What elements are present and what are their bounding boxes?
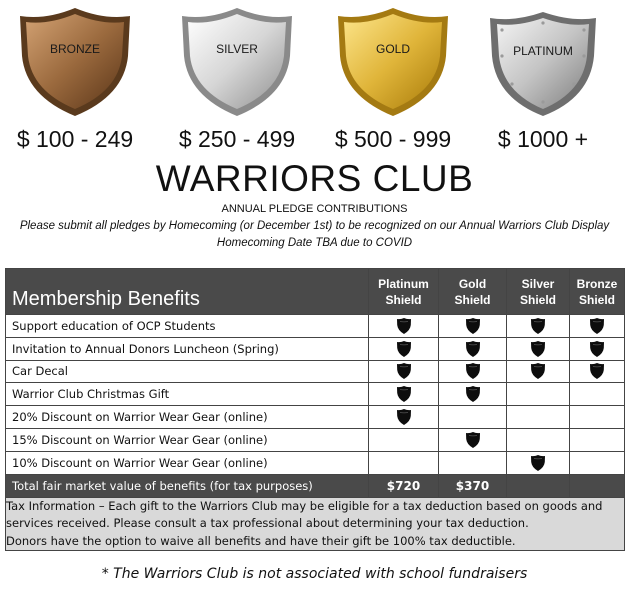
tier-range: $ 500 - 999 xyxy=(334,126,452,152)
tier-shields xyxy=(0,0,629,160)
shield-check-icon xyxy=(589,340,605,358)
benefit-cell-gold xyxy=(439,406,507,429)
shield-check-icon xyxy=(465,385,481,403)
footer-disclaimer: * The Warriors Club is not associated with school fundraisers xyxy=(101,566,528,582)
benefit-cell-bronze xyxy=(570,406,625,429)
benefit-cell-platinum xyxy=(369,428,439,451)
benefit-cell-platinum xyxy=(369,383,439,406)
tax-info-line: Donors have the option to waive all benefits and have their gift be 100% tax deductible. xyxy=(6,533,516,548)
shield-check-icon xyxy=(530,340,546,358)
benefit-cell-bronze xyxy=(570,337,625,360)
table-row xyxy=(6,315,625,338)
total-value-bronze xyxy=(570,474,625,497)
total-value-silver xyxy=(507,474,570,497)
column-header-bronze: Bronze Shield xyxy=(570,269,625,315)
tier-bronze xyxy=(10,6,140,156)
benefit-cell-gold xyxy=(439,428,507,451)
benefit-cell-gold xyxy=(439,360,507,383)
benefit-cell-platinum xyxy=(369,360,439,383)
total-value-gold: $370 xyxy=(439,474,507,497)
shield-check-icon xyxy=(530,317,546,335)
benefit-cell-gold xyxy=(439,337,507,360)
shield-check-icon xyxy=(396,362,412,380)
tier-range: $ 1000 + xyxy=(497,126,589,152)
tier-range: $ 100 - 249 xyxy=(16,126,134,152)
tier-platinum xyxy=(478,6,608,156)
table-row xyxy=(6,451,625,474)
benefit-label: 15% Discount on Warrior Wear Gear (online) xyxy=(6,428,369,451)
benefit-label: Car Decal xyxy=(6,360,369,383)
gold-shield-icon xyxy=(334,6,452,118)
tier-name: BRONZE xyxy=(49,42,100,56)
benefit-label: Invitation to Annual Donors Luncheon (Spring) xyxy=(6,337,369,360)
benefit-cell-bronze xyxy=(570,315,625,338)
membership-benefits-table xyxy=(5,268,625,551)
table-header-row xyxy=(6,269,625,315)
benefit-cell-gold xyxy=(439,451,507,474)
table-row xyxy=(6,406,625,429)
total-value-row xyxy=(6,474,625,497)
benefit-label: Support education of OCP Students xyxy=(6,315,369,338)
tier-range: $ 250 - 499 xyxy=(178,126,296,152)
tax-info xyxy=(6,497,625,551)
shield-check-icon xyxy=(465,362,481,380)
benefit-cell-bronze xyxy=(570,451,625,474)
benefit-cell-bronze xyxy=(570,383,625,406)
column-header-silver: Silver Shield xyxy=(507,269,570,315)
page-subtitle: ANNUAL PLEDGE CONTRIBUTIONS xyxy=(221,203,408,215)
bronze-shield-icon xyxy=(16,6,134,118)
benefit-cell-gold xyxy=(439,383,507,406)
benefit-cell-silver xyxy=(507,360,570,383)
tier-gold xyxy=(328,6,458,156)
benefit-cell-silver xyxy=(507,406,570,429)
benefit-cell-bronze xyxy=(570,428,625,451)
silver-shield-icon xyxy=(178,6,296,118)
benefit-cell-bronze xyxy=(570,360,625,383)
benefit-cell-platinum xyxy=(369,315,439,338)
benefit-cell-platinum xyxy=(369,406,439,429)
page-title: WARRIORS CLUB xyxy=(155,158,474,199)
total-value-label: Total fair market value of benefits (for tax purposes) xyxy=(6,474,369,497)
tax-info-row xyxy=(6,497,625,551)
tax-info-line: services received. Please consult a tax professional about determining your tax deduction. xyxy=(6,516,529,531)
tax-info-line: Tax Information – Each gift to the Warriors Club may be eligible for a tax deduction based on goods and xyxy=(6,498,603,513)
shield-check-icon xyxy=(465,317,481,335)
tier-silver xyxy=(172,6,302,156)
benefit-cell-platinum xyxy=(369,337,439,360)
benefit-label: Warrior Club Christmas Gift xyxy=(6,383,369,406)
shield-check-icon xyxy=(396,317,412,335)
benefit-cell-silver xyxy=(507,383,570,406)
table-row xyxy=(6,360,625,383)
benefit-label: 10% Discount on Warrior Wear Gear (online) xyxy=(6,451,369,474)
total-value-platinum: $720 xyxy=(369,474,439,497)
tier-name: PLATINUM xyxy=(513,44,573,58)
shield-check-icon xyxy=(530,454,546,472)
shield-check-icon xyxy=(465,431,481,449)
benefit-label: 20% Discount on Warrior Wear Gear (online) xyxy=(6,406,369,429)
platinum-shield-icon xyxy=(484,6,602,118)
shield-check-icon xyxy=(396,340,412,358)
tier-name: GOLD xyxy=(375,42,410,56)
shield-check-icon xyxy=(465,340,481,358)
table-row xyxy=(6,383,625,406)
shield-check-icon xyxy=(589,362,605,380)
shield-check-icon xyxy=(396,408,412,426)
table-row xyxy=(6,337,625,360)
benefit-cell-silver xyxy=(507,337,570,360)
benefit-cell-gold xyxy=(439,315,507,338)
table-row xyxy=(6,428,625,451)
benefit-cell-silver xyxy=(507,428,570,451)
column-header-gold: Gold Shield xyxy=(439,269,507,315)
pledge-deadline-note: Please submit all pledges by Homecoming (or December 1st) to be recognized on our Annual Warriors Club Display xyxy=(19,220,610,232)
benefit-cell-silver xyxy=(507,451,570,474)
column-header-platinum: Platinum Shield xyxy=(369,269,439,315)
tier-name: SILVER xyxy=(216,42,258,56)
benefit-cell-silver xyxy=(507,315,570,338)
homecoming-date-note: Homecoming Date TBA due to COVID xyxy=(216,237,413,249)
shield-check-icon xyxy=(530,362,546,380)
shield-check-icon xyxy=(589,317,605,335)
table-heading: Membership Benefits xyxy=(6,269,369,315)
shield-check-icon xyxy=(396,385,412,403)
benefit-cell-platinum xyxy=(369,451,439,474)
